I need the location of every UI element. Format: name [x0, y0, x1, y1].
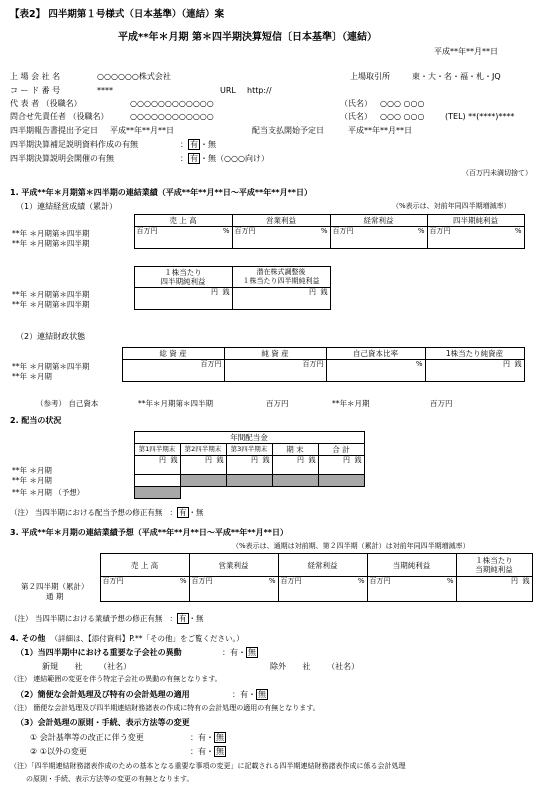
briefing-answer: ： 有 ・無（○○○向け）	[180, 154, 269, 163]
dividend-date-label: 配当支払開始予定日	[252, 126, 324, 135]
col-equity-ratio: 自己資本比率	[326, 348, 425, 360]
col-q1-end: 第1四半期末	[134, 444, 180, 456]
equity-note-b: **年＊月期	[332, 399, 370, 408]
report-date-label: 四半期報告書提出予定日	[10, 126, 98, 135]
col-total-assets: 総 資 産	[122, 348, 224, 360]
code-label: コ ー ド 番 号	[10, 86, 61, 95]
item-3-2-answer: ：有・ 無	[190, 747, 224, 756]
representative-label: 代 表 者 （役職名）	[10, 99, 82, 108]
item-2-answer: ：有・ 無	[232, 690, 266, 699]
item-2-note: （注） 簡便な会計処理及び四半期連結財務諸表の作成に特有の会計処理の適用の有無となります。	[10, 704, 320, 712]
contact-title: ○○○○○○○○○○○○	[130, 112, 214, 121]
briefing-label: 四半期決算説明会開催の有無	[10, 154, 114, 163]
contact-label: 問合せ先責任者 （役職名）	[10, 112, 109, 121]
equity-note-label: （参考） 自己資本	[36, 399, 99, 408]
item-3-note-line-1: （注）「四半期連結財務諸表作成のための基本となる重要な事項の変更」に記載される四半期連結財務諸表作成に係る会計処理	[10, 762, 406, 770]
item-1-remove: 除外 社 （社名）	[270, 662, 360, 671]
operating-results-table: 売 上 高 営業利益 経常利益 四半期純利益 **年 ＊月期第＊四半期 百万円 % 百万円 % 百万円 % 百万円 % **年 ＊月期第＊四半期	[10, 214, 525, 249]
col-total: 合 計	[318, 444, 364, 456]
supp-yes-selected[interactable]: 有	[190, 140, 198, 149]
col-sales: 売 上 高	[134, 215, 232, 227]
dividend-revision-yes-selected[interactable]: 有	[179, 508, 187, 517]
col-net-assets: 純 資 産	[224, 348, 326, 360]
item-3-1: ① 会計基準等の改正に伴う変更	[30, 733, 144, 742]
item-1-note: （注） 連結範囲の変更を伴う特定子会社の異動の有無となります。	[10, 675, 222, 683]
section-1-pct-note: （%表示は、対前年同四半期増減率）	[392, 202, 511, 210]
row-label: **年 ＊月期第＊四半期	[12, 361, 90, 371]
brief-yes-selected[interactable]: 有	[190, 154, 198, 163]
section-3-pct-note: （%表示は、通期は対前期、第２四半期（累計）は対前年同四半期増減率）	[232, 542, 470, 550]
financial-position-table: 総 資 産 純 資 産 自己資本比率 1株当たり純資産 **年 ＊月期第＊四半期 百万円 百万円 % 円 銭 **年 ＊月期	[10, 347, 525, 382]
row-label: **年 ＊月期 （予想）	[10, 487, 134, 499]
col-eps: １株当たり 四半期純利益	[134, 267, 232, 288]
row-label: **年 ＊月期第＊四半期	[12, 289, 90, 299]
equity-note-a: **年＊月期第＊四半期	[138, 399, 213, 408]
col-ordinary-income: 経常利益	[330, 215, 427, 227]
col-net-income: 当期純利益	[367, 554, 456, 577]
form-tag: 【表2】 四半期第１号様式（日本基準）（連結）案	[10, 9, 225, 20]
col-bps: 1株当たり純資産	[425, 348, 524, 360]
representative-name-label: （氏名）	[340, 99, 372, 108]
section-3-title: 3. 平成**年＊月期の連結業績予想（平成**年**月**日～平成**年**月**日）	[10, 528, 288, 537]
item-1-new: 新規 社 （社名）	[42, 662, 132, 671]
item-3-2-no-selected[interactable]: 無	[216, 747, 224, 756]
col-q3-end: 第3四半期末	[226, 444, 272, 456]
row-label: **年 ＊月期第＊四半期	[12, 238, 90, 248]
dividends-table: 年間配当金 第1四半期末 第2四半期末 第3四半期末 期 末 合 計 **年 ＊月期 円 銭 円 銭 円 銭 円 銭 円 銭 **年 ＊月期 **年 ＊月期 （予想）	[10, 431, 365, 499]
item-1: （1）当四半期中における重要な子会社の異動	[16, 648, 182, 657]
item-2: （2）簡便な会計処理及び特有の会計処理の適用	[16, 690, 190, 699]
col-year-end: 期 末	[272, 444, 318, 456]
row-label: 通 期	[46, 591, 64, 601]
item-1-no-selected[interactable]: 無	[248, 648, 256, 657]
doc-title: 平成**年＊月期 第＊四半期決算短信〔日本基準〕（連結）	[118, 32, 377, 43]
forecast-revision-yes-selected[interactable]: 有	[179, 614, 187, 623]
code-value: ****	[97, 86, 113, 95]
section-4-title: 4. その他 （詳細は、【添付資料】P.**「その他」をご覧ください。）	[10, 634, 244, 643]
item-1-answer: ：有・ 無	[222, 648, 256, 657]
contact-name: ○○○ ○○○	[380, 112, 425, 121]
col-eps: １株当たり 当期純利益	[456, 554, 532, 577]
row-label: **年 ＊月期第＊四半期	[12, 299, 90, 309]
item-3-1-answer: ：有・ 無	[190, 733, 224, 742]
row-label: **年 ＊月期	[10, 475, 134, 487]
section-1-1-title: （1）連結経営成績（累計）	[16, 202, 118, 211]
company-name: ○○○○○○株式会社	[97, 72, 171, 81]
row-label: **年 ＊月期第＊四半期	[12, 228, 90, 238]
col-operating-income: 営業利益	[232, 215, 330, 227]
equity-note-a-unit: 百万円	[266, 399, 289, 408]
round-note: （百万円未満切捨て）	[462, 169, 532, 177]
forecast-revision-note: （注） 当四半期における業績予想の修正有無 ： 有 ・無	[10, 614, 204, 623]
item-3-1-no-selected[interactable]: 無	[216, 733, 224, 742]
eps-table: １株当たり 四半期純利益 潜在株式調整後 １株当たり四半期純利益 **年 ＊月期第＊四半期 円 銭 円 銭 **年 ＊月期第＊四半期	[10, 266, 331, 310]
col-q2-end: 第2四半期末	[180, 444, 226, 456]
item-2-no-selected[interactable]: 無	[258, 690, 266, 699]
contact-name-label: （氏名）	[340, 112, 372, 121]
col-operating-income: 営業利益	[189, 554, 278, 577]
representative-title: ○○○○○○○○○○○○	[130, 99, 214, 108]
row-label: 第２四半期（累計）	[21, 581, 89, 591]
report-date-value: 平成**年**月**日	[110, 126, 174, 135]
supp-material-label: 四半期決算補足説明資料作成の有無	[10, 140, 138, 149]
row-label: **年 ＊月期	[10, 456, 134, 475]
exchange-value: 東・大・名・福・札・JQ	[412, 72, 501, 81]
item-3-2: ② ①以外の変更	[30, 747, 87, 756]
url-label: URL	[220, 86, 236, 95]
forecast-table: 売 上 高 営業利益 経常利益 当期純利益 １株当たり 当期純利益 第２四半期（累計） 百万円 % 百万円 % 百万円 % 百万円 % 円 銭 通 期	[10, 553, 533, 602]
contact-tel: (TEL) **(****)****	[445, 112, 515, 121]
equity-note-b-unit: 百万円	[430, 399, 453, 408]
dividend-revision-note: （注） 当四半期における配当予想の修正有無 ： 有 ・無	[10, 508, 204, 517]
annual-dividend-header: 年間配当金	[134, 432, 364, 444]
item-3: （3）会計処理の原則・手続、表示方法等の変更	[16, 718, 190, 727]
doc-date: 平成**年**月**日	[434, 47, 498, 56]
section-2-title: 2. 配当の状況	[10, 416, 62, 425]
col-sales: 売 上 高	[100, 554, 189, 577]
section-1-title: 1. 平成**年＊月期第＊四半期の連結業績（平成**年**月**日～平成**年**月**日）	[10, 188, 312, 197]
section-1-2-title: （2）連結財政状態	[16, 332, 86, 341]
item-3-note-line-2: の原則・手続、表示方法等の変更の有無となります。	[26, 775, 194, 783]
company-name-label: 上 場 会 社 名	[10, 72, 61, 81]
exchange-label: 上場取引所	[350, 72, 390, 81]
col-net-income: 四半期純利益	[427, 215, 524, 227]
row-label: **年 ＊月期	[12, 371, 52, 381]
representative-name: ○○○ ○○○	[380, 99, 425, 108]
col-diluted-eps: 潜在株式調整後 １株当たり四半期純利益	[232, 267, 330, 288]
dividend-date-value: 平成**年**月**日	[348, 126, 412, 135]
supp-material-answer: ： 有 ・無	[180, 140, 216, 149]
url-value[interactable]: http://	[247, 86, 272, 95]
col-ordinary-income: 経常利益	[278, 554, 367, 577]
